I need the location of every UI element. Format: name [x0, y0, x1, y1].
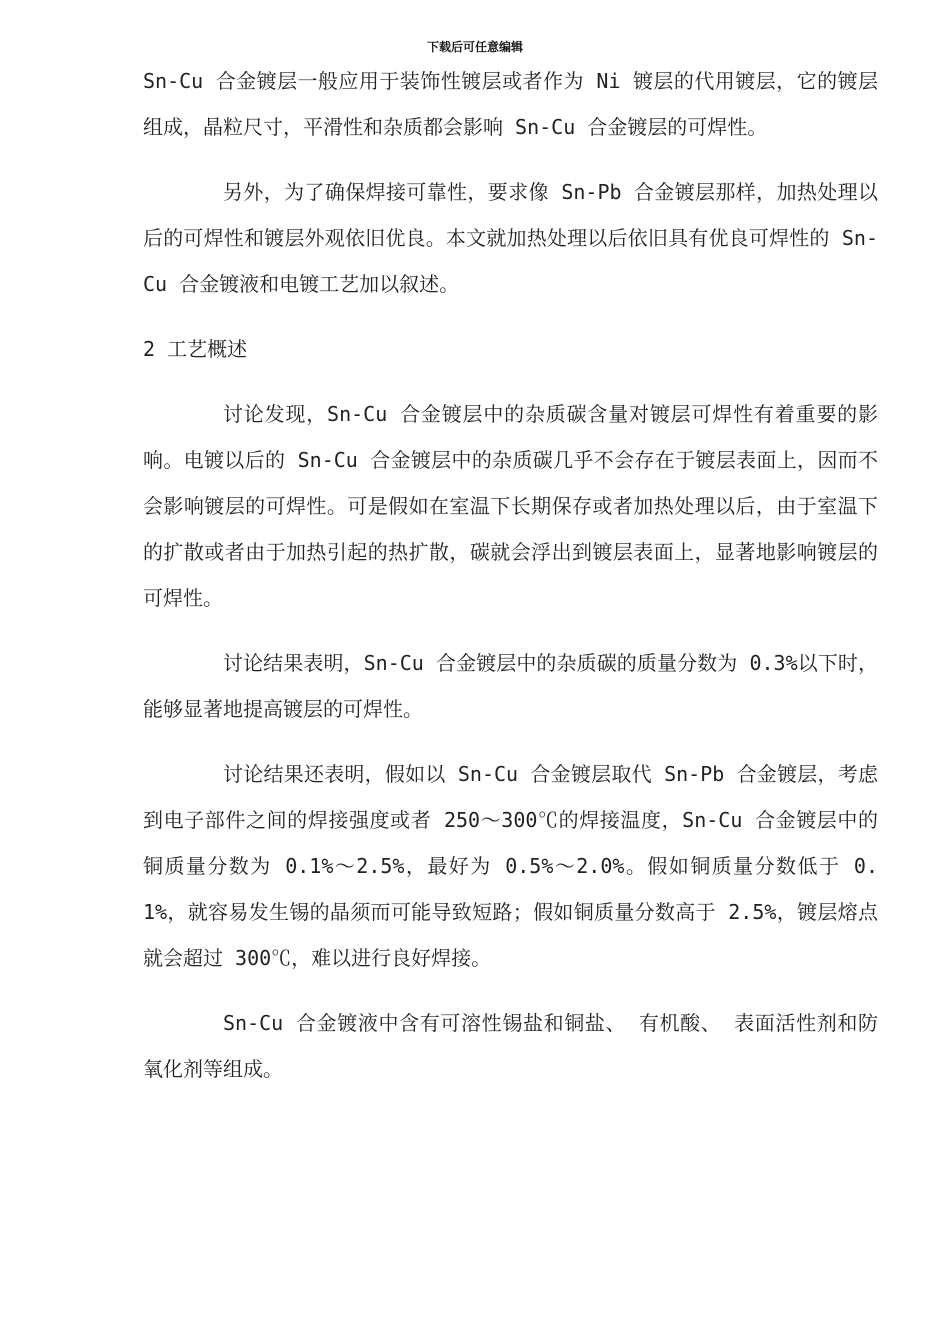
document-body — [143, 58, 878, 1111]
paragraph-carbon-result: 讨论结果表明，Sn-Cu 合金镀层中的杂质碳的质量分数为 0.3%以下时，能够显著地提高镀层的可焊性。 — [143, 651, 878, 721]
paragraph-copper-content: 讨论结果还表明，假如以 Sn-Cu 合金镀层取代 Sn-Pb 合金镀层，考虑到电子部件之间的焊接强度或者 250～300℃的焊接温度，Sn-Cu 合金镀层中的铜质量分数为 0.1%～2.5%，最好为 0.5%～2.0%。假如铜质量分数低于 0.1%，就容易发生锡的晶须而可能导致短路；假如铜质量分数高于 2.5%，镀层熔点就会超过 300℃，难以进行良好焊接。 — [143, 762, 878, 970]
paragraph-intro: Sn-Cu 合金镀层一般应用于装饰性镀层或者作为 Ni 镀层的代用镀层，它的镀层组成，晶粒尺寸，平滑性和杂质都会影响 Sn-Cu 合金镀层的可焊性。 — [143, 69, 878, 139]
section-heading: 2 工艺概述 — [143, 337, 248, 361]
page-header: 下载后可任意编辑 — [426, 40, 523, 54]
paragraph-bath-composition: Sn-Cu 合金镀液中含有可溶性锡盐和铜盐、 有机酸、 表面活性剂和防氧化剂等组成。 — [143, 1011, 878, 1081]
paragraph-reliability: 另外，为了确保焊接可靠性，要求像 Sn-Pb 合金镀层那样，加热处理以后的可焊性和镀层外观依旧优良。本文就加热处理以后依旧具有优良可焊性的 Sn-Cu 合金镀液和电镀工艺加以叙述。 — [143, 180, 878, 296]
paragraph-carbon-impurity: 讨论发现，Sn-Cu 合金镀层中的杂质碳含量对镀层可焊性有着重要的影响。电镀以后的 Sn-Cu 合金镀层中的杂质碳几乎不会存在于镀层表面上，因而不会影响镀层的可焊性。可是假如在室温下长期保存或者加热处理以后，由于室温下的扩散或者由于加热引起的热扩散，碳就会浮出到镀层表面上，显著地影响镀层的可焊性。 — [143, 402, 878, 610]
